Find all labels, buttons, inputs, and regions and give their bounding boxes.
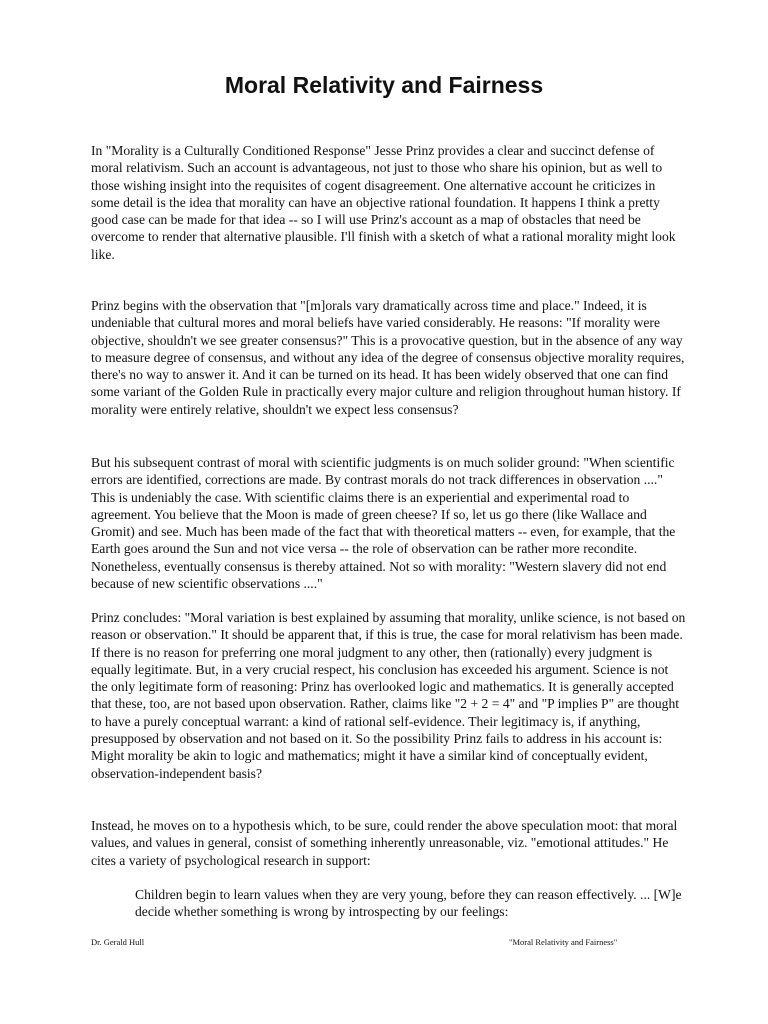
page-title: Moral Relativity and Fairness <box>224 72 544 98</box>
footer-author: Dr. Gerald Hull <box>91 937 145 947</box>
footer-title: "Moral Relativity and Fairness" <box>509 937 618 947</box>
block-quote: Children begin to learn values when they are very young, before they can reason effectively. ... [W]e decide whether something is wrong by introspecting by our feelings: <box>135 887 682 920</box>
paragraph-2: Prinz begins with the observation that "[m]orals vary dramatically across time and place." Indeed, it is undeniable that cultural mores and moral beliefs have varied considerably. He reasons: "If morality were objective, shouldn't we see greater consensus?" This is a provocative question, but in the absence of any way to measure degree of consensus, and without any idea of the degree of consensus objective morality requires, there's no way to answer it. And it can be turned on its head. It has been widely observed that one can find some variant of the Golden Rule in practically every major culture and religion throughout human history. If morality were entirely relative, shouldn't we expect less consensus? <box>91 298 685 417</box>
paragraph-4: Prinz concludes: "Moral variation is best explained by assuming that morality, unlike science, is not based on reason or observation." It should be apparent that, if this is true, the case for moral relativism has been made. If there is no reason for preferring one moral judgment to any other, then (rationally) every judgment is equally legitimate. But, in a very crucial respect, his conclusion has exceeded his argument. Science is not the only legitimate form of reasoning: Prinz has overlooked logic and mathematics. It is generally accepted that these, too, are not based upon observation. Rather, claims like "2 + 2 = 4" and "P implies P" are thought to have a purely conceptual warrant: a kind of rational self-evidence. Their legitimacy is, if anything, presupposed by observation and not based on it. So the possibility Prinz fails to address in his account is: Might morality be akin to logic and mathematics; might it have a similar kind of conceptually evident, observation-independent basis? <box>91 610 686 781</box>
paragraph-1: In "Morality is a Culturally Conditioned Response" Jesse Prinz provides a clear and succinct defense of moral relativism. Such an account is advantageous, not just to those who share his opinion, but as well to those wishing insight into the requisites of cogent disagreement. One alternative account he criticizes in some detail is the idea that morality can have an objective rational foundation. It happens I think a pretty good case can be made for that idea -- so I will use Prinz's account as a map of obstacles that need be overcome to render that alternative plausible. I'll finish with a sketch of what a rational morality might look like. <box>91 143 676 262</box>
paragraph-3: But his subsequent contrast of moral with scientific judgments is on much solider ground: "When scientific errors are identified, corrections are made. By contrast morals do not track differences in observation ...." This is undeniably the case. With scientific claims there is an experiential and experimental road to agreement. You believe that the Moon is made of green cheese? If so, let us go there (like Wallace and Gromit) and see. Much has been made of the fact that with theoretical matters -- even, for example, that the Earth goes around the Sun and not vice versa -- the role of observation can be rather more recondite. Nonetheless, eventually consensus is thereby attained. Not so with morality: "Western slavery did not end because of new scientific observations ...." <box>91 455 676 592</box>
paragraph-5: Instead, he moves on to a hypothesis which, to be sure, could render the above speculation moot: that moral values, and values in general, consist of something inherently unreasonable, viz. "emotional attitudes." He cites a variety of psychological research in support: <box>91 818 678 868</box>
